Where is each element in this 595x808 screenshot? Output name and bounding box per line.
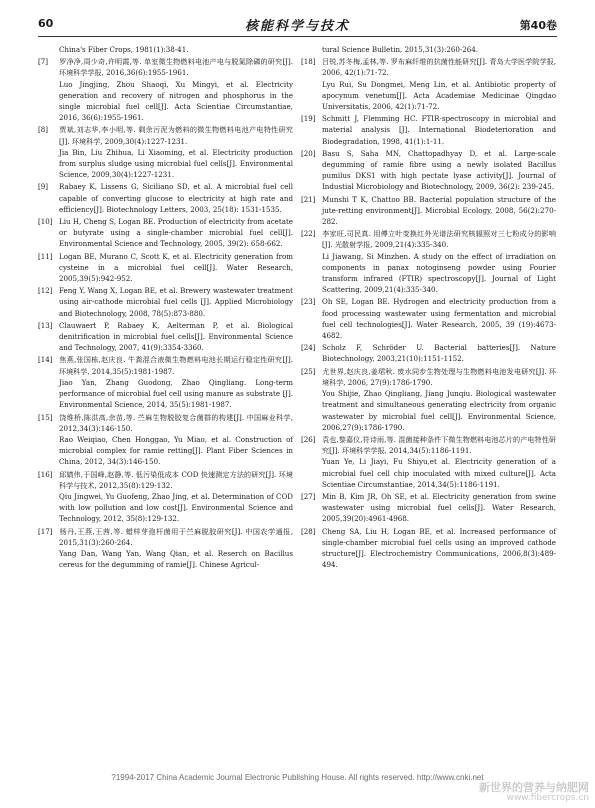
reference-number: [13]: [38, 320, 53, 330]
reference-entry: [301, 56, 556, 112]
reference-text-chinese: 袁也,黎嘉仪,符诗雨,等. 混菌接种条件下微生物燃料电池芯片的产电特性研究[J]. 环境科学学报, 2014,34(5):1186-1191.: [322, 434, 556, 456]
right-column: [301, 44, 556, 571]
reference-number: [8]: [38, 125, 49, 135]
reference-number: [27]: [301, 491, 316, 501]
reference-number: [16]: [38, 469, 53, 479]
reference-text-english: Rao Weiqiao, Chen Honggao, Yu Miao, et al. Construction of microbial complex for ramie retting[J]. Plant Fiber Sciences in China, 2012, 34(3):146-150.: [59, 434, 293, 467]
reference-continuation: China's Fiber Crops, 1981(1):38-41.: [59, 45, 189, 54]
watermark-title: 新世界的营养与纳肥网: [479, 781, 589, 794]
reference-number: [11]: [38, 251, 53, 261]
reference-number: [26]: [301, 434, 316, 444]
reference-number: [12]: [38, 286, 53, 296]
reference-text-chinese: 邱婧伟,于国峰,赵静,等. 低污染低成本 COD 快速测定方法的研究[J]. 环境科学与技术, 2012,35(8):129-132.: [59, 469, 293, 490]
reference-number: [23]: [301, 297, 316, 307]
reference-number: [28]: [301, 526, 316, 536]
reference-entry: [301, 342, 556, 364]
reference-entry: [301, 526, 556, 571]
reference-entry: [38, 181, 293, 215]
reference-text-chinese: 罗净净,周少奇,许明霞,等. 单室微生物燃料电池产电与脱氮除磷的研究[J]. 环境科学学报, 2016,36(6):1955-1961.: [59, 57, 293, 78]
reference-text: Basu S, Saha MN, Chattopadhyay D, et al. Large-scale degumming of ramie fibre using a newly isolated Bacillus pumilus DKS1 with high pectate lyase activity[J]. Journal of Industial Microbiology and Biotechnology, 2009, 36(2): 239-245.: [322, 148, 556, 192]
reference-entry: [38, 285, 293, 319]
reference-text-english: You Shijie, Zhao Qingliang, Jiang Junqiu. Biological wastewater treatment and simultaneous generating electricity from organic wastewater by microbial fuel cell[J]. Environmental Science, 2006,27(9):1786-1790.: [322, 389, 556, 432]
reference-number: [9]: [38, 182, 49, 192]
reference-number: [24]: [301, 343, 316, 353]
watermark-url: www.fibercrops.cn: [506, 793, 589, 803]
reference-number: [25]: [301, 366, 316, 376]
reference-text-english: Yang Dan, Wang Yan, Wang Qian, et al. Reserch on Bacillus cereus for the degumming of ramie[J]. Chinese Agricul-: [59, 548, 293, 570]
reference-text: Clauwaert P, Rabaey K, Aelterman P, et al. Biological denitrification in microbial fuel cells[J]. Environmental Science and Technology, 2007, 41(9):3354-3360.: [59, 320, 293, 353]
reference-number: [14]: [38, 355, 53, 365]
reference-text-english: Lyu Rui, Su Dongmei, Meng Lin, et al. Antibiotic property of apocynum venetum[J]. Acta Academiae Medicinae Qingdao Universitatis, 2006, 42(1):71-72.: [322, 79, 556, 112]
reference-text: Munshi T K, Chattoo BB. Bacterial population structure of the jute-retting environment[J]. Microbial Ecology, 2008, 56(2):270-282.: [322, 194, 556, 227]
page-header: [38, 14, 557, 37]
reference-number: [20]: [301, 148, 316, 158]
reference-text-english: Luo Jingjing, Zhou Shaoqi, Xu Mingyi, et al. Electricity generation and recovery of nitrogen and phosphorus in the single microbial fuel cell[J]. Acta Scientiae Circumstantiae, 2016, 36(6):1955-1961.: [59, 79, 293, 123]
reference-entry: [38, 124, 293, 180]
reference-text-english: Qiu Jingwei, Yu Guofeng, Zhao Jing, et al. Determination of COD with low pollution and low cost[J]. Environmental Science and Technology, 2012, 35(8):129-132.: [59, 491, 293, 524]
reference-text: Logan BE, Murano C, Scott K, et al. Electricity generation from cysteine in a microbial fuel cell[J]. Water Research, 2005,39(5):942-952.: [59, 251, 293, 284]
reference-number: [19]: [301, 114, 316, 124]
reference-entry: [38, 526, 293, 571]
reference-text: Rabaey K, Lissens G, Siciliano SD, et al. A microbial fuel cell capable of converting glucose to electricity at high rate and efficiency[J]. Biotechnology Letters, 2003, 25(18): 1531-1535.: [59, 182, 293, 214]
reference-entry: [301, 113, 556, 147]
reference-text-chinese: 杨丹,王燕,王茜,等. 蜡样芽孢杆菌用于苎麻脱胶研究[J]. 中国农学通报, 2015,31(3):260-264.: [59, 526, 293, 547]
reference-number: [18]: [301, 57, 316, 67]
reference-entry: [38, 469, 293, 525]
reference-number: [15]: [38, 412, 53, 422]
reference-number: [22]: [301, 229, 316, 239]
reference-entry: [301, 228, 556, 295]
reference-entry: [38, 56, 293, 123]
reference-number: [17]: [38, 526, 53, 536]
reference-text: Scholz F, Schröder U. Bacterial batteries[J]. Nature Biotechnology, 2003,21(10):1151-1152.: [322, 343, 556, 364]
reference-text: Schmitt J, Flemming HC. FTIR-spectroscopy in microbial and material analysis [J]. International Biodeterioration and Biodegradation, 1998, 41(1):1-11.: [322, 114, 556, 146]
reference-text: Min B, Kim JR, Oh SE, et al. Electricity generation from swine wastewater using microbial fuel cells[J]. Water Research, 2005,39(20):4961-4968.: [322, 491, 556, 524]
reference-entry: [38, 251, 293, 285]
reference-text: Feng Y, Wang X, Logan BE, et al. Brewery wastewater treatment using air-cathode microbial fuel cells [J]. Applied Microbiology and Biotechnology, 2008, 78(5):873-880.: [59, 286, 293, 318]
reference-continuation: tural Science Bulletin, 2015,31(3):260-264.: [322, 45, 479, 54]
volume-label: 第40卷: [519, 19, 557, 32]
reference-entry: [38, 320, 293, 354]
reference-text-chinese: 尤世界,赵庆良,姜珺秋. 废水同步生物处理与生物燃料电池发电研究[J]. 环境科学, 2006, 27(9):1786-1790.: [322, 366, 556, 387]
reference-entry: [301, 296, 556, 341]
reference-entry: [301, 491, 556, 525]
reference-text-english: Yuan Ye, Li Jiayi, Fu Shiyu,et al. Electricity generation of a microbial fuel cell chip inoculated with mixed culture[J]. Acta Scientiae Circumstantiae, 2014,34(5):1186-1191.: [322, 457, 556, 489]
reference-entry: [38, 412, 293, 468]
reference-text: Cheng SA, Liu H, Logan BE, et al. Increased performance of single-chamber microbial fuel cells using an improved cathode structure[J]. Electrochemistry Communications, 2006,8(3):489-494.: [322, 526, 556, 570]
reference-entry: [301, 366, 556, 433]
reference-number: [10]: [38, 217, 53, 227]
reference-text-chinese: 李家旺,司民真. 用傅立叶变换红外光谱法研究核辐照对三七粉成分的影响[J]. 光散射学报, 2009,21(4):335-340.: [322, 229, 556, 250]
reference-entry: [301, 434, 556, 490]
reference-entry: [301, 148, 556, 193]
reference-text: Liu H, Cheng S, Logan BE. Production of electricity from acetate or butyrate using a single-chamber microbial fuel cell[J]. Environmental Science and Technology, 2005, 39(2): 658-662.: [59, 217, 293, 249]
reference-text-chinese: 焦燕,张国栋,赵庆良. 牛粪混合液微生物燃料电池长期运行稳定性研究[J]. 环境科学, 2014,35(5):1981-1987.: [59, 355, 293, 376]
reference-list: [301, 56, 556, 570]
reference-text-english: Li Jiawang, Si Minzhen. A study on the effect of irradiation on components in panax notoginseng powder using Fourier transform infrared (FTIR) spectroscopy[J]. Journal of Light Scattering, 2009,21(4):335-340.: [322, 251, 556, 295]
copyright-footer: ?1994-2017 China Academic Journal Electronic Publishing House. All rights reserved. http://www.cnki.net: [111, 773, 484, 782]
reference-text-chinese: 贾斌,刘志华,李小明,等. 剩余污泥为燃料的微生物燃料电池产电特性研究[J]. 环境科学, 2009,30(4):1227-1231.: [59, 125, 293, 146]
reference-text-english: Jia Bin, Liu Zhihua, Li Xiaoming, et al. Electricity production from surplus sludge using microbial fuel cells[J]. Environmental Science, 2009,30(4):1227-1231.: [59, 147, 293, 180]
page-number: 60: [38, 17, 54, 30]
reference-list: [38, 56, 293, 570]
reference-text-chinese: 饶维桥,陈洪高,余苗,等. 苎麻生物脱胶复合菌群的构建[J]. 中国麻业科学, 2012,34(3):146-150.: [59, 412, 293, 433]
left-column: [38, 44, 293, 571]
reference-text-english: Jiao Yan, Zhang Guodong, Zhao Qingliang. Long-term performance of microbial fuel cell using manure as substrate [J]. Environmental Science, 2014, 35(5):1981-1987.: [59, 377, 293, 410]
reference-number: [7]: [38, 57, 49, 67]
reference-entry: [301, 194, 556, 228]
reference-entry: [38, 216, 293, 250]
reference-entry: [38, 354, 293, 410]
journal-name: 核能科学与技术: [244, 19, 350, 34]
reference-text: Oh SE, Logan BE. Hydrogen and electricity production from a food processing wastewater using fermentation and microbial fuel cell technologies[J]. Water Research, 2005, 39 (19):4673-4682.: [322, 297, 556, 341]
reference-text-chinese: 吕锐,苏冬梅,孟林,等. 罗布麻纤维的抗菌性能研究[J]. 青岛大学医学院学报, 2006, 42(1):71-72.: [322, 57, 556, 78]
site-watermark: [479, 782, 589, 804]
reference-number: [21]: [301, 194, 316, 204]
